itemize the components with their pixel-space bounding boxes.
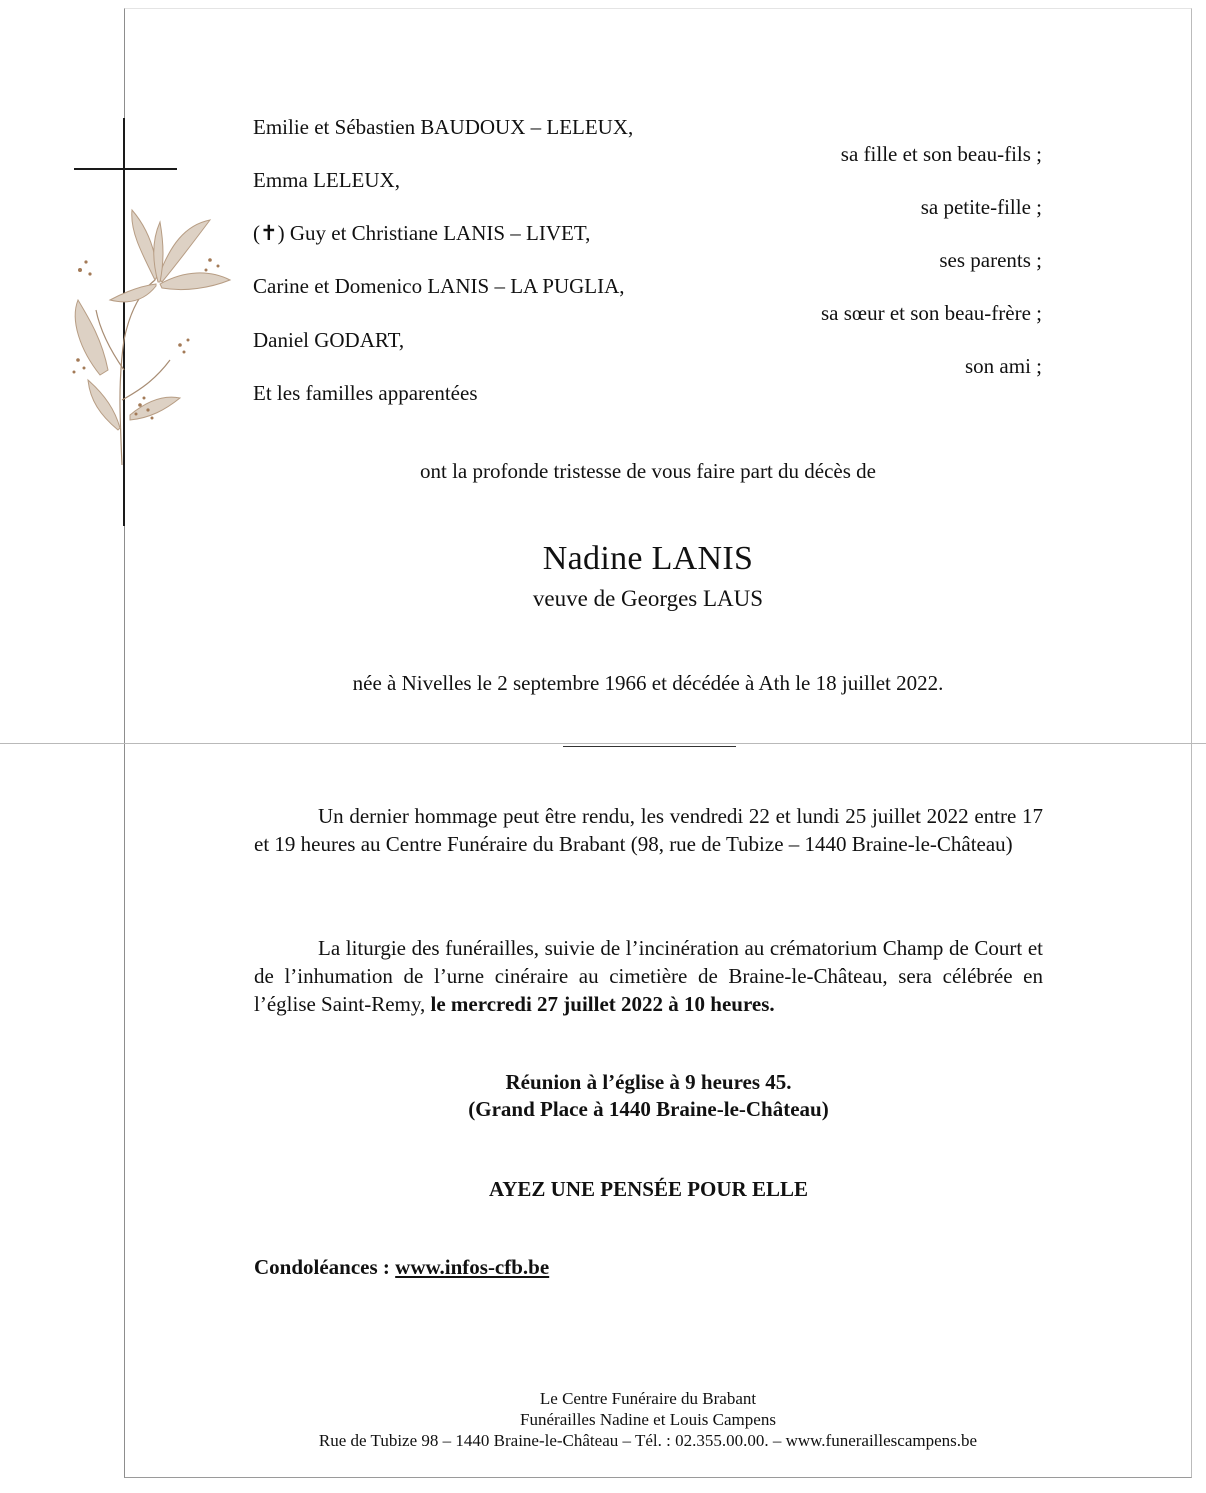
- announcement-intro: ont la profonde tristesse de vous faire part du décès de: [419, 459, 876, 483]
- fold-line: [0, 743, 1206, 744]
- condoleances-label: Condoléances :: [254, 1255, 396, 1279]
- separator-line: [563, 746, 736, 747]
- family-name-1: Emilie et Sébastien BAUDOUX – LELEUX,: [253, 115, 634, 139]
- family-relation-4: sa sœur et son beau-frère ;: [821, 301, 1042, 325]
- deceased-widow-of: veuve de Georges LAUS: [532, 586, 764, 611]
- liturgy-paragraph: [254, 934, 1043, 1018]
- family-name-2: Emma LELEUX,: [253, 168, 400, 192]
- deceased-dates: née à Nivelles le 2 septembre 1966 et décédée à Ath le 18 juillet 2022.: [352, 671, 944, 695]
- footer-line-2: Funérailles Nadine et Louis Campens: [520, 1410, 776, 1429]
- family-name-6: Et les familles apparentées: [253, 381, 478, 405]
- reunion-line-2: (Grand Place à 1440 Braine-le-Château): [468, 1097, 829, 1121]
- liturgy-text: La liturgie des funérailles, suivie de l’incinération au crématorium Champ de Court et de l’inhumation de l’urne cinéraire au cimetière de Braine-le-Château, sera célébrée en l’église Saint-Remy,: [254, 936, 1043, 1016]
- family-relation-2: sa petite-fille ;: [920, 195, 1042, 219]
- cross-horizontal: [74, 168, 177, 170]
- family-relation-3: ses parents ;: [939, 248, 1042, 272]
- lily-flower-icon: [60, 200, 235, 470]
- family-relation-1: sa fille et son beau-fils ;: [840, 142, 1042, 166]
- family-name-3: (✝) Guy et Christiane LANIS – LIVET,: [253, 221, 591, 245]
- hommage-paragraph: Un dernier hommage peut être rendu, les vendredi 22 et lundi 25 juillet 2022 entre 17 et 19 heures au Centre Funéraire du Brabant (98, rue de Tubize – 1440 Braine-le-Château): [254, 804, 1043, 856]
- deceased-name: Nadine LANIS: [542, 540, 754, 577]
- footer-line-1: Le Centre Funéraire du Brabant: [539, 1389, 757, 1408]
- liturgy-date: le mercredi 27 juillet 2022 à 10 heures.: [430, 992, 775, 1016]
- footer-line-3: Rue de Tubize 98 – 1440 Braine-le-Château – Tél. : 02.355.00.00. – www.funeraillescampens.be: [318, 1431, 978, 1450]
- family-name-5: Daniel GODART,: [253, 328, 405, 352]
- reunion-line-1: Réunion à l’église à 9 heures 45.: [505, 1070, 792, 1094]
- condoleances-link[interactable]: www.infos-cfb.be: [395, 1255, 550, 1279]
- pensee-text: AYEZ UNE PENSÉE POUR ELLE: [489, 1177, 808, 1201]
- family-name-4: Carine et Domenico LANIS – LA PUGLIA,: [253, 274, 625, 298]
- condoleances: [254, 1255, 549, 1280]
- family-relation-5: son ami ;: [965, 354, 1042, 378]
